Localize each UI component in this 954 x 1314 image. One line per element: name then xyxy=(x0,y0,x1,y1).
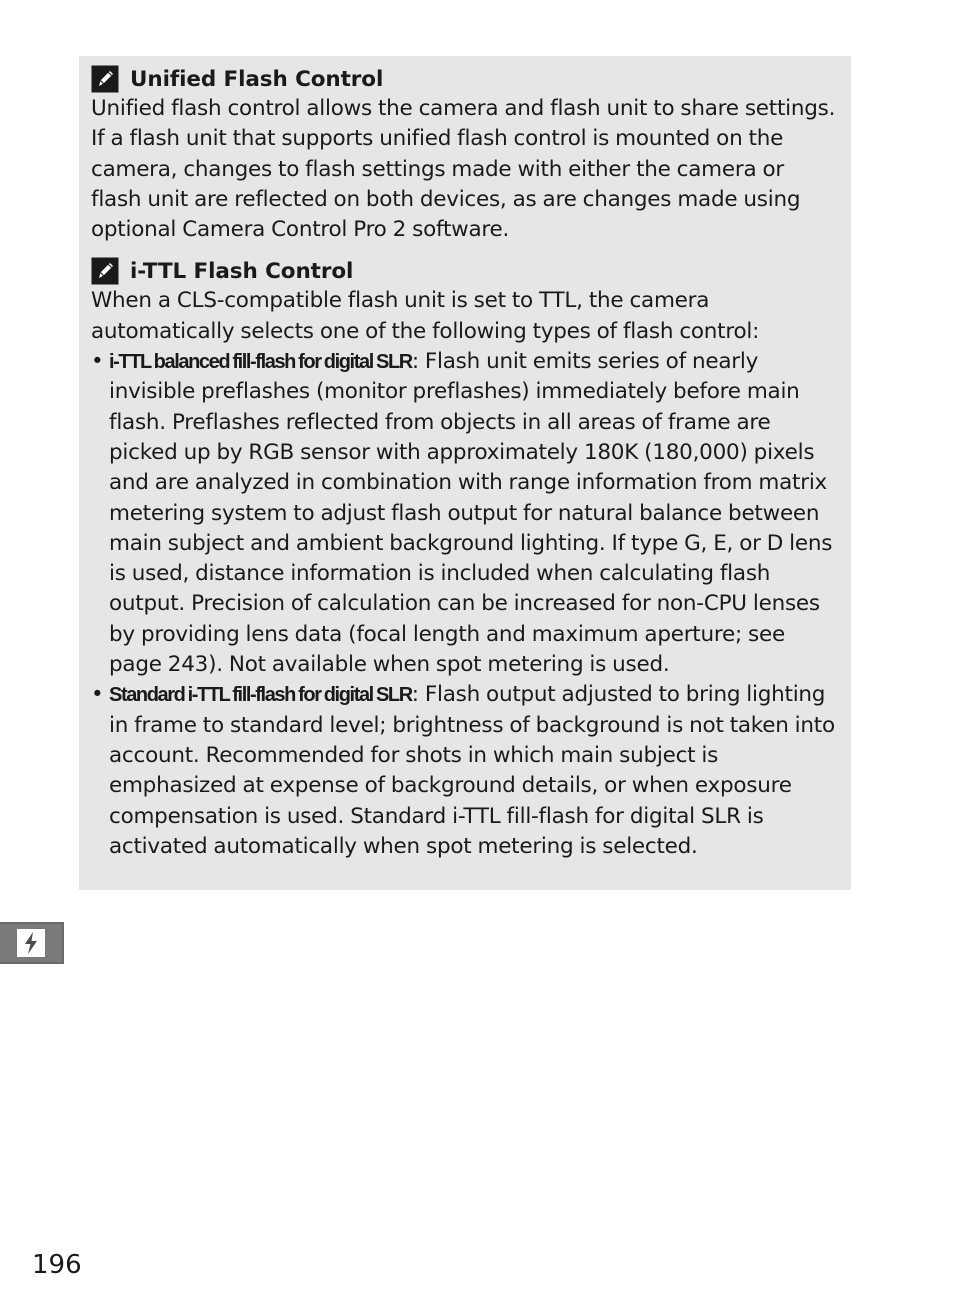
note-intro: When a CLS-compatible flash unit is set to TTL, the camera automatically selects one of the following types of flash control: xyxy=(91,288,760,344)
chapter-tab-flash xyxy=(0,922,64,964)
page-number: 196 xyxy=(32,1250,82,1280)
bullet-text: : Flash unit emits series of nearly invisible preflashes (monitor preflashes) immediately before main flash. Preflashes reflected from objects in all areas of frame are picked up by RGB sensor with approximately 180K (180,000) pixels and are analyzed in combination with range information from matrix metering system to adjust flash output for natural balance between main subject and ambient background lighting. If type G, E, or D lens is used, distance information is included when calculating flash output. Precision of calculation can be increased for non-CPU lenses by providing lens data (focal length and maximum aperture; see page 243). Not available when spot metering is used. xyxy=(109,349,833,678)
note-paragraph: Unified flash control allows the camera and flash unit to share settings. If a flash unit that supports unified flash control is mounted on the camera, changes to flash settings made with either the camera or flash unit are reflected on both devices, as are changes made using optional Camera Control Pro 2 software. xyxy=(91,96,836,243)
list-item xyxy=(91,680,837,862)
list-item xyxy=(91,347,837,680)
note-title: i-TTL Flash Control xyxy=(130,258,354,284)
note-title: Unified Flash Control xyxy=(130,66,384,92)
note-header xyxy=(91,257,837,285)
pencil-note-icon xyxy=(91,65,119,93)
note-ittl-flash-control xyxy=(91,257,837,862)
bullet-text: : Flash output adjusted to bring lighting in frame to standard level; brightness of background is not taken into account. Recommended for shots in which main subject is emphasized at expense of background details, or when exposure compensation is used. Standard i-TTL fill-flash for digital SLR is activated automatically when spot metering is selected. xyxy=(109,682,835,859)
bullet-term: i-TTL balanced fill-flash for digital SLR xyxy=(109,351,412,374)
note-unified-flash-control xyxy=(91,65,837,245)
pencil-note-icon xyxy=(91,257,119,285)
bullet-glyph: • xyxy=(91,682,104,708)
bullet-term: Standard i-TTL fill-flash for digital SLR xyxy=(109,684,412,707)
note-header xyxy=(91,65,837,93)
note-box xyxy=(79,56,851,890)
flash-control-list xyxy=(91,347,837,862)
bullet-glyph: • xyxy=(91,349,104,375)
flash-icon xyxy=(16,928,46,958)
